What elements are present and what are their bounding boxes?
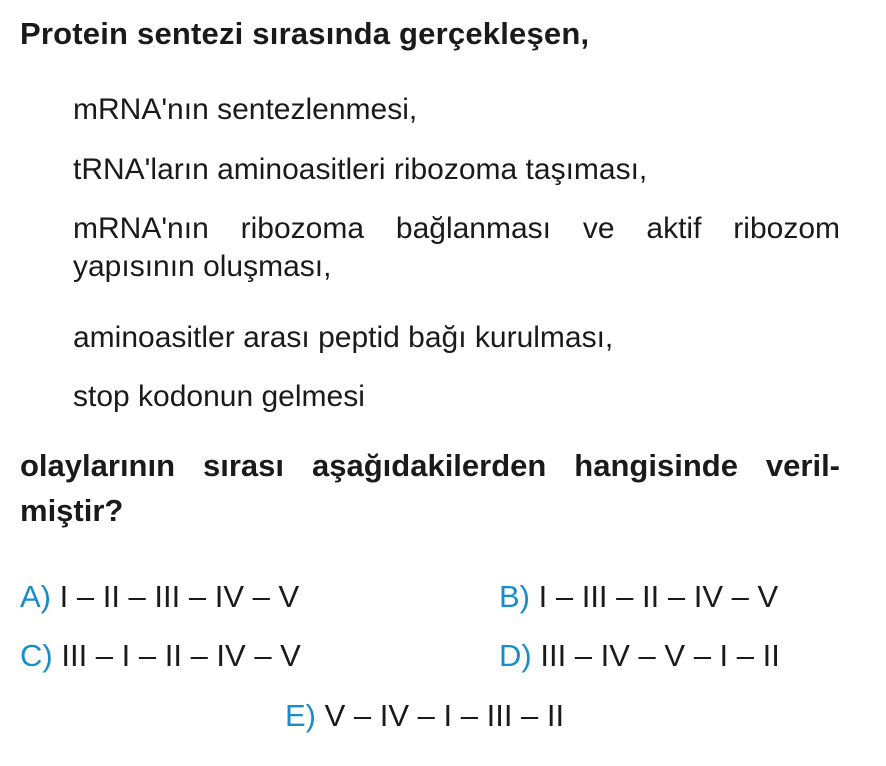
question-prompt-line-2: miştir? — [20, 493, 124, 528]
option-letter: E) — [285, 698, 316, 733]
option-text: V – IV – I – III – II — [324, 698, 565, 733]
option-letter: D) — [499, 638, 532, 673]
statement-text: stop kodonun gelmesi — [73, 380, 365, 413]
answer-option-e[interactable] — [285, 696, 564, 736]
option-text: I – III – II – IV – V — [538, 579, 779, 614]
statement-text-continuation: yapısının oluşması, — [73, 250, 332, 283]
option-text: III – IV – V – I – II — [540, 638, 780, 673]
answer-option-c[interactable] — [20, 636, 301, 676]
option-text: I – II – III – IV – V — [59, 579, 300, 614]
option-text: III – I – II – IV – V — [61, 638, 301, 673]
statement-text: aminoasitler arası peptid bağı kurulması, — [73, 321, 614, 354]
answer-option-b[interactable] — [499, 577, 778, 617]
option-letter: A) — [20, 579, 51, 614]
answer-option-a[interactable] — [20, 577, 299, 617]
question-prompt-line-1: olaylarının sırası aşağıdakilerden hangisinde veril- — [20, 448, 840, 483]
statement-text: mRNA'nın ribozoma bağlanması ve aktif ribozom — [73, 212, 840, 245]
statement-text: tRNA'ların aminoasitleri ribozoma taşıması, — [73, 153, 648, 186]
question-stem: Protein sentezi sırasında gerçekleşen, — [20, 16, 590, 51]
answer-option-d[interactable] — [499, 636, 780, 676]
option-letter: C) — [20, 638, 53, 673]
statement-text: mRNA'nın sentezlenmesi, — [73, 93, 418, 126]
option-letter: B) — [499, 579, 530, 614]
